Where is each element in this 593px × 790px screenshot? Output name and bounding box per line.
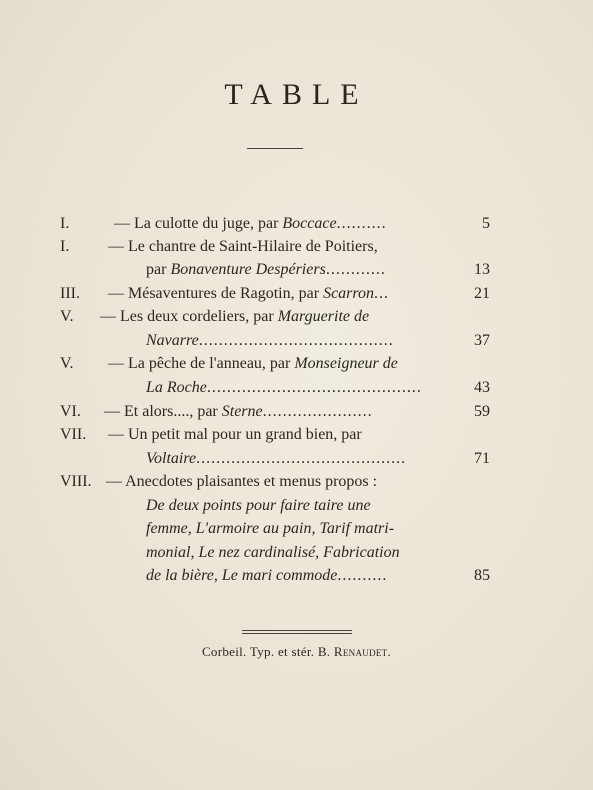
toc-entry-continuation (0, 447, 593, 471)
entry-dash: — (106, 473, 122, 490)
entry-page: 5 (482, 215, 490, 232)
entry-dots: ....................................... (198, 332, 394, 349)
entry-dash: — (108, 355, 124, 372)
toc-entry-continuation (0, 564, 593, 588)
imprint-text: Corbeil. Typ. et stér. B. (201, 644, 334, 659)
entry-author: Scarron (323, 285, 375, 302)
entry-page: 59 (474, 403, 490, 420)
entry-dots: .......................................... (196, 450, 407, 467)
toc-entry (0, 212, 593, 236)
entry-dash: — (104, 403, 120, 420)
entry-author: Sterne (221, 403, 263, 420)
toc-entry-continuation (0, 494, 593, 518)
toc-entry-continuation (0, 258, 593, 282)
entry-subtitle: De deux points pour faire taire une (146, 497, 371, 514)
entry-number: III. (60, 285, 80, 302)
toc-entry (0, 282, 593, 306)
entry-text: Un petit mal pour un grand bien, par (128, 426, 362, 443)
entry-text: La pêche de l'anneau, par (128, 355, 295, 372)
entry-author: Boccace (282, 215, 337, 232)
entry-page: 37 (474, 332, 490, 349)
entry-dash: — (100, 308, 116, 325)
entry-subtitle: femme, L'armoire au pain, Tarif matri- (146, 520, 395, 537)
entry-page: 85 (474, 567, 490, 584)
footer-rule (242, 633, 352, 634)
entry-dash: — (108, 285, 124, 302)
entry-text: Et alors...., par (124, 403, 222, 420)
entry-author: Monseigneur de (294, 355, 398, 372)
entry-dash: — (108, 238, 124, 255)
entry-dash: — (108, 426, 124, 443)
entry-dots: .......... (337, 567, 388, 584)
entry-dots: ...................... (262, 403, 373, 420)
entry-page: 71 (474, 450, 490, 467)
entry-number: I. (60, 238, 70, 255)
entry-text: La culotte du juge, par (134, 215, 283, 232)
entry-text: par (146, 261, 171, 278)
entry-text: Le chantre de Saint-Hilaire de Poitiers, (128, 238, 378, 255)
entry-number: VI. (60, 403, 81, 420)
page-title: TABLE (224, 78, 369, 111)
toc-entry (0, 400, 593, 424)
entry-page: 43 (474, 379, 490, 396)
entry-author: Marguerite de (277, 308, 370, 325)
toc-entry (0, 352, 593, 376)
entry-dots: ........................................... (206, 379, 422, 396)
toc-entry (0, 305, 593, 329)
entry-number: VIII. (60, 473, 92, 490)
toc-entry-continuation (0, 329, 593, 353)
toc-entry (0, 423, 593, 447)
entry-number: VII. (60, 426, 87, 443)
entry-text: Les deux cordeliers, par (120, 308, 278, 325)
entry-text: Mésaventures de Ragotin, par (128, 285, 324, 302)
imprint-name: Renaudet. (333, 644, 392, 659)
entry-dots: .......... (336, 215, 387, 232)
entry-author: Bonaventure Despériers (170, 261, 326, 278)
toc-entry (0, 235, 593, 259)
entry-subtitle: monial, Le nez cardinalisé, Fabrication (146, 544, 400, 561)
toc-entry-continuation (0, 517, 593, 541)
footer-rule (242, 630, 352, 631)
entry-dash: — (114, 215, 130, 232)
entry-dots: ............ (325, 261, 386, 278)
entry-page: 13 (474, 261, 490, 278)
entry-subtitle: de la bière, Le mari commode (146, 567, 338, 584)
entry-page: 21 (474, 285, 490, 302)
entry-author: Navarre (146, 332, 199, 349)
printer-imprint (0, 644, 593, 660)
entry-number: V. (60, 355, 74, 372)
entry-author: La Roche (146, 379, 207, 396)
entry-dots: ... (374, 285, 390, 302)
toc-entry (0, 470, 593, 494)
entry-number: V. (60, 308, 74, 325)
toc-entry-continuation (0, 376, 593, 400)
entry-text: Anecdotes plaisantes et menus propos : (125, 473, 378, 490)
entry-author: Voltaire (146, 450, 197, 467)
toc-entry-continuation (0, 541, 593, 565)
entry-number: I. (60, 215, 70, 232)
